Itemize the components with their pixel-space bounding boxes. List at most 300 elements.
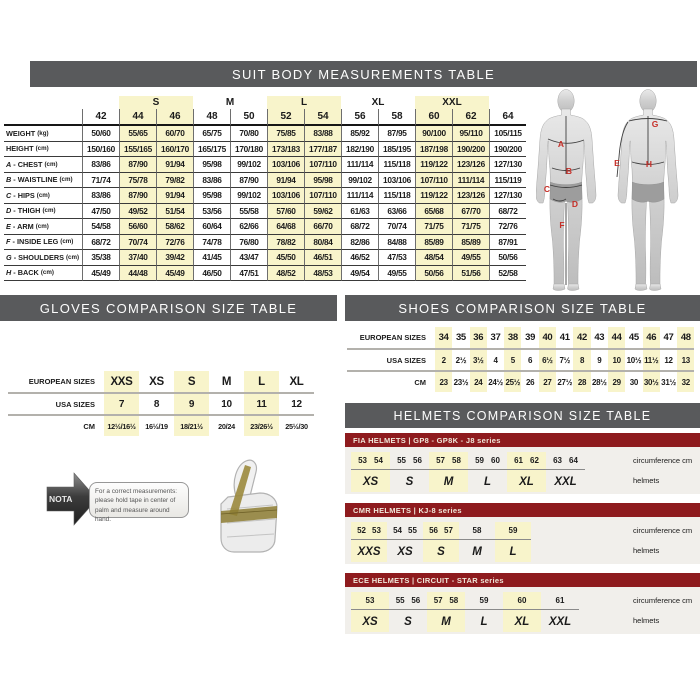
suit-cell: 48/52 <box>267 266 304 282</box>
shoes-cell: 39 <box>521 327 538 350</box>
suit-size-group: L <box>267 96 341 109</box>
suit-size-group <box>489 96 526 109</box>
suit-cell: 47/53 <box>378 250 415 266</box>
suit-cell: 83/88 <box>304 126 341 142</box>
suit-column-header: 58 <box>378 109 415 126</box>
helmet-circumference-value: 56 <box>429 526 438 535</box>
suit-cell: 87/91 <box>489 235 526 251</box>
helmet-size-group <box>546 452 585 492</box>
helmet-size-label: XXS <box>357 545 381 558</box>
suit-row-label: B - WAISTLINE (cm) <box>4 173 82 189</box>
helmet-size-group <box>503 592 541 632</box>
suit-size-group: M <box>225 97 235 108</box>
helmet-size-label: XS <box>362 615 378 628</box>
helmet-size-group <box>459 522 495 562</box>
suit-cell: 35/38 <box>82 250 119 266</box>
shoes-cell: 48 <box>677 327 694 350</box>
helmet-circumference-value: 64 <box>569 456 578 465</box>
shoes-cell: 3½ <box>470 350 487 372</box>
helmet-size-group <box>429 452 468 492</box>
helmet-section-cmr <box>345 503 700 564</box>
helmet-circumference-values <box>351 452 390 469</box>
suit-cell: 37/40 <box>119 250 156 266</box>
gloves-cell: XL <box>279 371 314 394</box>
helmet-size-label: XL <box>519 475 534 488</box>
suit-row-label: F - INSIDE LEG (cm) <box>4 235 82 251</box>
suit-column-header: 52 <box>267 109 304 126</box>
helmet-circumference-values <box>390 452 429 469</box>
shoes-cell: 27 <box>539 372 556 392</box>
suit-cell: 59/62 <box>304 204 341 220</box>
figure-label-shoulders: G <box>651 119 659 129</box>
helmet-circumference-values <box>423 522 459 539</box>
helmet-sizes-caption: helmets <box>633 616 660 625</box>
helmet-circumference-value: 56 <box>411 596 421 605</box>
helmet-circumference-value: 60 <box>517 596 527 605</box>
suit-cell: 107/110 <box>415 173 452 189</box>
suit-cell: 72/76 <box>489 219 526 235</box>
shoes-cell: 32 <box>677 372 694 392</box>
suit-cell: 49/55 <box>378 266 415 282</box>
suit-cell: 44/48 <box>119 266 156 282</box>
helmet-section-header: CMR HELMETS | KJ-8 series <box>345 503 700 517</box>
shoes-cell: 37 <box>487 327 504 350</box>
helmet-circumference-values <box>429 452 468 469</box>
suit-row-label: E - ARM (cm) <box>4 219 82 235</box>
suit-cell: 170/180 <box>230 142 267 158</box>
helmet-sizes-caption: helmets <box>633 546 660 555</box>
suit-cell: 150/160 <box>82 142 119 158</box>
suit-cell: 64/68 <box>267 219 304 235</box>
shoes-cell: 46 <box>643 327 660 350</box>
suit-cell: 173/183 <box>267 142 304 158</box>
shoes-cell: 42 <box>573 327 590 350</box>
shoes-cell: 10 <box>608 350 625 372</box>
suit-cell: 107/110 <box>304 157 341 173</box>
helmet-row-captions <box>633 522 692 562</box>
suit-cell: 87/90 <box>119 188 156 204</box>
suit-cell: 111/114 <box>341 188 378 204</box>
suit-cell: 56/60 <box>119 219 156 235</box>
shoes-cell: 26 <box>525 377 535 387</box>
shoes-cell: 4 <box>487 350 504 372</box>
helmet-size-group <box>465 592 503 632</box>
suit-cell: 50/60 <box>82 126 119 142</box>
shoes-cell: 38 <box>504 327 521 350</box>
suit-cell: 51/56 <box>452 266 489 282</box>
suit-row-label: D - THIGH (cm) <box>4 204 82 220</box>
helmet-circumference-caption: circumference cm <box>633 596 693 605</box>
suit-cell: 47/50 <box>82 204 119 220</box>
suit-cell: 123/126 <box>452 188 489 204</box>
suit-cell: 177/187 <box>304 142 341 158</box>
gloves-table <box>8 371 314 436</box>
helmet-circumference-value: 57 <box>436 456 445 465</box>
shoes-cell: 13 <box>677 350 694 372</box>
suit-cell: 111/114 <box>341 157 378 173</box>
suit-cell: 53/56 <box>193 204 230 220</box>
helmet-row-captions <box>633 452 692 492</box>
helmet-circumference-value: 59 <box>479 596 489 605</box>
suit-cell: 45/49 <box>156 266 193 282</box>
shoes-cell: 29 <box>608 372 625 392</box>
suit-cell: 49/54 <box>341 266 378 282</box>
helmet-circumference-value: 56 <box>413 456 422 465</box>
suit-cell: 52/58 <box>489 266 526 282</box>
suit-cell: 95/98 <box>193 188 230 204</box>
helmet-size-groups <box>351 522 531 562</box>
gloves-cell: 25½/30 <box>285 421 308 431</box>
helmet-size-group <box>351 522 387 562</box>
helmet-circumference-value: 55 <box>397 456 406 465</box>
suit-cell: 74/78 <box>193 235 230 251</box>
suit-cell: 91/94 <box>156 157 193 173</box>
figure-label-back: H <box>645 159 653 169</box>
gloves-cell: 9 <box>174 394 209 416</box>
nota-text: For a correct measurements: please hold tape in center of palm and measure around hand. <box>89 482 189 518</box>
figure-label-thigh: D <box>571 199 579 209</box>
helmet-size-groups <box>351 452 585 492</box>
suit-column-header: 42 <box>82 109 119 126</box>
suit-cell: 115/118 <box>378 157 415 173</box>
suit-cell: 46/50 <box>193 266 230 282</box>
helmet-size-label: XXL <box>548 615 572 628</box>
gloves-row-label: USA SIZES <box>8 394 104 416</box>
suit-cell: 46/51 <box>304 250 341 266</box>
suit-cell: 165/175 <box>193 142 230 158</box>
helmet-circumference-value: 53 <box>365 596 375 605</box>
suit-cell: 83/86 <box>82 157 119 173</box>
helmet-size-group <box>495 522 531 562</box>
shoes-cell: 9 <box>591 350 608 372</box>
shoes-cell: 12 <box>660 350 677 372</box>
suit-cell: 68/72 <box>341 219 378 235</box>
helmet-circumference-value: 63 <box>553 456 562 465</box>
suit-column-header: 64 <box>489 109 526 126</box>
suit-cell: 70/74 <box>378 219 415 235</box>
suit-size-group <box>82 96 119 109</box>
helmet-circumference-values <box>541 592 579 609</box>
suit-cell: 47/51 <box>230 266 267 282</box>
helmet-circumference-values <box>507 452 546 469</box>
suit-cell: 60/70 <box>156 126 193 142</box>
suit-cell: 107/110 <box>304 188 341 204</box>
suit-cell: 58/62 <box>156 219 193 235</box>
helmet-row-captions <box>633 592 692 632</box>
suit-cell: 83/86 <box>82 188 119 204</box>
suit-cell: 61/63 <box>341 204 378 220</box>
suit-cell: 48/53 <box>304 266 341 282</box>
suit-cell: 99/102 <box>341 173 378 189</box>
helmet-size-label: XXL <box>554 475 577 488</box>
suit-cell: 75/78 <box>119 173 156 189</box>
suit-cell: 70/80 <box>230 126 267 142</box>
shoes-cell: 36 <box>470 327 487 350</box>
helmet-size-groups <box>351 592 579 632</box>
shoes-row-label: EUROPEAN SIZES <box>347 327 435 350</box>
helmet-section-header: ECE HELMETS | CIRCUIT - STAR series <box>345 573 700 587</box>
suit-cell: 103/106 <box>267 188 304 204</box>
suit-cell: 105/115 <box>489 126 526 142</box>
suit-row-label: A - CHEST (cm) <box>4 157 82 173</box>
helmet-size-group <box>389 592 427 632</box>
suit-cell: 71/75 <box>415 219 452 235</box>
shoes-cell: 8 <box>573 350 590 372</box>
gloves-cell: 20/24 <box>218 421 235 431</box>
helmet-size-group <box>387 522 423 562</box>
suit-cell: 71/75 <box>452 219 489 235</box>
suit-corner-spacer <box>4 96 82 109</box>
shoes-cell: 7½ <box>556 350 573 372</box>
shoes-cell: 35 <box>452 327 469 350</box>
suit-cell: 99/102 <box>230 188 267 204</box>
suit-cell: 66/70 <box>304 219 341 235</box>
suit-column-header: 46 <box>156 109 193 126</box>
helmet-size-label: M <box>472 545 482 558</box>
shoes-cell: 24½ <box>488 377 503 387</box>
suit-cell: 111/114 <box>452 173 489 189</box>
suit-cell: 187/198 <box>415 142 452 158</box>
helmet-circumference-value: 58 <box>452 456 461 465</box>
suit-cell: 119/122 <box>415 157 452 173</box>
suit-cell: 99/102 <box>230 157 267 173</box>
gloves-table-title: GLOVES COMPARISON SIZE TABLE <box>39 300 298 316</box>
gloves-cell: 11 <box>244 394 279 416</box>
helmet-circumference-value: 57 <box>444 526 453 535</box>
suit-column-header: 60 <box>415 109 452 126</box>
suit-cell: 68/72 <box>82 235 119 251</box>
suit-cell: 160/170 <box>156 142 193 158</box>
shoes-row-label: CM <box>414 377 426 387</box>
suit-cell: 72/76 <box>156 235 193 251</box>
figure-label-arm: E <box>614 158 620 168</box>
suit-cell: 155/165 <box>119 142 156 158</box>
helmet-circumference-caption: circumference cm <box>633 526 693 535</box>
suit-cell: 49/55 <box>452 250 489 266</box>
helmet-size-group <box>427 592 465 632</box>
suit-cell: 95/110 <box>452 126 489 142</box>
shoes-cell: 6½ <box>539 350 556 372</box>
suit-column-header: 54 <box>304 109 341 126</box>
suit-cell: 103/106 <box>267 157 304 173</box>
suit-cell: 119/122 <box>415 188 452 204</box>
suit-cell: 57/60 <box>267 204 304 220</box>
gloves-cell: L <box>244 371 279 394</box>
suit-cell: 50/56 <box>415 266 452 282</box>
suit-cell: 51/54 <box>156 204 193 220</box>
gloves-cell: XXS <box>104 371 139 394</box>
shoes-cell: 41 <box>556 327 573 350</box>
helmet-circumference-values <box>459 522 495 539</box>
gloves-cell: 8 <box>139 394 174 416</box>
suit-cell: 185/195 <box>378 142 415 158</box>
helmet-section-panel <box>345 587 700 634</box>
helmet-circumference-value: 59 <box>475 456 484 465</box>
figure-label-chest: A <box>557 139 565 149</box>
helmet-circumference-value: 55 <box>408 526 417 535</box>
gloves-cell: S <box>174 371 209 394</box>
shoes-table-title-bar <box>345 295 700 321</box>
helmet-size-group <box>390 452 429 492</box>
gloves-cell: 18/21½ <box>174 416 209 436</box>
suit-cell: 39/42 <box>156 250 193 266</box>
suit-table <box>4 96 526 281</box>
helmet-circumference-values <box>427 592 465 609</box>
suit-cell: 85/89 <box>415 235 452 251</box>
helmet-size-label: M <box>441 615 451 628</box>
helmet-circumference-value: 58 <box>449 596 459 605</box>
helmet-circumference-value: 61 <box>555 596 565 605</box>
suit-cell: 65/75 <box>193 126 230 142</box>
suit-cell: 68/72 <box>489 204 526 220</box>
suit-cell: 45/49 <box>82 266 119 282</box>
suit-cell: 127/130 <box>489 188 526 204</box>
shoes-cell: 24 <box>470 372 487 392</box>
shoes-cell: 30½ <box>643 372 660 392</box>
helmet-circumference-value: 62 <box>530 456 539 465</box>
helmet-size-label: M <box>443 475 454 488</box>
suit-cell: 54/58 <box>82 219 119 235</box>
suit-cell: 127/130 <box>489 157 526 173</box>
suit-size-group: XXL <box>415 96 489 109</box>
thumbs-up-icon <box>221 460 277 552</box>
suit-cell: 70/74 <box>119 235 156 251</box>
helmet-size-group <box>351 452 390 492</box>
shoes-cell: 28½ <box>591 377 607 387</box>
suit-size-group: S <box>119 96 193 109</box>
shoes-cell: 31½ <box>661 377 676 387</box>
helmet-circumference-value: 52 <box>357 526 366 535</box>
suit-cell: 87/95 <box>378 126 415 142</box>
gloves-table-title-bar <box>0 295 337 321</box>
suit-row-label: WEIGHT (kg) <box>4 126 82 142</box>
shoes-cell: 6 <box>521 350 538 372</box>
helmet-circumference-value: 54 <box>374 456 383 465</box>
helmet-size-label: XL <box>514 615 530 628</box>
suit-column-header: 62 <box>452 109 489 126</box>
helmet-sizes-caption: helmets <box>633 476 660 485</box>
suit-cell: 62/66 <box>230 219 267 235</box>
helmets-table-title-bar <box>345 403 700 428</box>
helmet-circumference-values <box>503 592 541 609</box>
helmet-size-label: L <box>509 545 517 558</box>
suit-cell: 55/65 <box>119 126 156 142</box>
shoes-cell: 44 <box>608 327 625 350</box>
shoes-cell: 43 <box>591 327 608 350</box>
helmet-circumference-values <box>351 522 387 539</box>
shoes-cell: 28 <box>573 372 590 392</box>
suit-cell: 49/52 <box>119 204 156 220</box>
shoes-cell: 2½ <box>452 350 469 372</box>
suit-column-header: 48 <box>193 109 230 126</box>
suit-cell: 63/66 <box>378 204 415 220</box>
helmet-circumference-values <box>546 452 585 469</box>
helmet-circumference-values <box>465 592 503 609</box>
figure-label-waistline: B <box>565 166 573 176</box>
suit-cell: 103/106 <box>378 173 415 189</box>
helmet-size-group <box>351 592 389 632</box>
suit-cell: 46/52 <box>341 250 378 266</box>
suit-cell: 87/90 <box>119 157 156 173</box>
helmet-section-panel <box>345 517 700 564</box>
helmet-circumference-value: 55 <box>395 596 405 605</box>
suit-cell: 87/90 <box>230 173 267 189</box>
suit-cell: 95/98 <box>304 173 341 189</box>
gloves-row-label: CM <box>83 421 95 431</box>
shoes-cell: 34 <box>435 327 452 350</box>
suit-cell: 115/119 <box>489 173 526 189</box>
suit-cell: 82/86 <box>341 235 378 251</box>
helmet-size-group <box>507 452 546 492</box>
suit-header-spacer <box>4 109 82 126</box>
suit-cell: 91/94 <box>267 173 304 189</box>
helmet-size-group <box>468 452 507 492</box>
suit-cell: 43/47 <box>230 250 267 266</box>
suit-table-title: SUIT BODY MEASUREMENTS TABLE <box>232 66 495 82</box>
suit-cell: 79/82 <box>156 173 193 189</box>
gloves-cell: M <box>209 371 244 394</box>
shoes-cell: 23 <box>435 372 452 392</box>
suit-cell: 95/98 <box>193 157 230 173</box>
suit-cell: 78/82 <box>267 235 304 251</box>
suit-cell: 123/126 <box>452 157 489 173</box>
suit-cell: 76/80 <box>230 235 267 251</box>
suit-cell: 85/89 <box>452 235 489 251</box>
helmet-circumference-caption: circumference cm <box>633 456 693 465</box>
gloves-cell: 16½/19 <box>145 421 168 431</box>
suit-column-header: 44 <box>119 109 156 126</box>
suit-cell: 85/92 <box>341 126 378 142</box>
helmet-size-label: L <box>480 615 488 628</box>
helmet-circumference-values <box>468 452 507 469</box>
suit-column-header: 50 <box>230 109 267 126</box>
helmet-size-label: S <box>404 615 412 628</box>
suit-row-label: HEIGHT (cm) <box>4 142 82 158</box>
figure-label-inside-leg: F <box>559 220 565 230</box>
gloves-cell: XS <box>139 371 174 394</box>
gloves-cell: 7 <box>104 394 139 416</box>
shoes-cell: 2 <box>435 350 452 372</box>
suit-cell: 48/54 <box>415 250 452 266</box>
shoes-cell: 30 <box>629 377 639 387</box>
suit-row-label: H - BACK (cm) <box>4 266 82 282</box>
helmet-size-label: S <box>405 475 414 488</box>
suit-cell: 91/94 <box>156 188 193 204</box>
shoes-cell: 27½ <box>557 377 573 387</box>
helmet-circumference-value: 59 <box>508 526 518 535</box>
shoes-cell: 5 <box>504 350 521 372</box>
gloves-cell: 12½/16½ <box>104 416 139 436</box>
shoes-row-label: USA SIZES <box>347 350 435 372</box>
suit-cell: 182/190 <box>341 142 378 158</box>
helmet-circumference-value: 60 <box>491 456 500 465</box>
suit-row-label: G - SHOULDERS (cm) <box>4 250 82 266</box>
shoes-cell: 47 <box>660 327 677 350</box>
helmet-circumference-value: 58 <box>472 526 482 535</box>
helmet-circumference-value: 53 <box>372 526 381 535</box>
suit-cell: 75/85 <box>267 126 304 142</box>
suit-size-group: XL <box>371 97 385 108</box>
shoes-cell: 45 <box>625 327 642 350</box>
suit-column-header: 56 <box>341 109 378 126</box>
suit-cell: 41/45 <box>193 250 230 266</box>
shoes-cell: 10½ <box>625 350 642 372</box>
helmet-size-group <box>423 522 459 562</box>
helmet-section-fia <box>345 433 700 494</box>
gloves-cell: 23/26½ <box>244 416 279 436</box>
suit-cell: 80/84 <box>304 235 341 251</box>
helmet-circumference-value: 57 <box>433 596 443 605</box>
